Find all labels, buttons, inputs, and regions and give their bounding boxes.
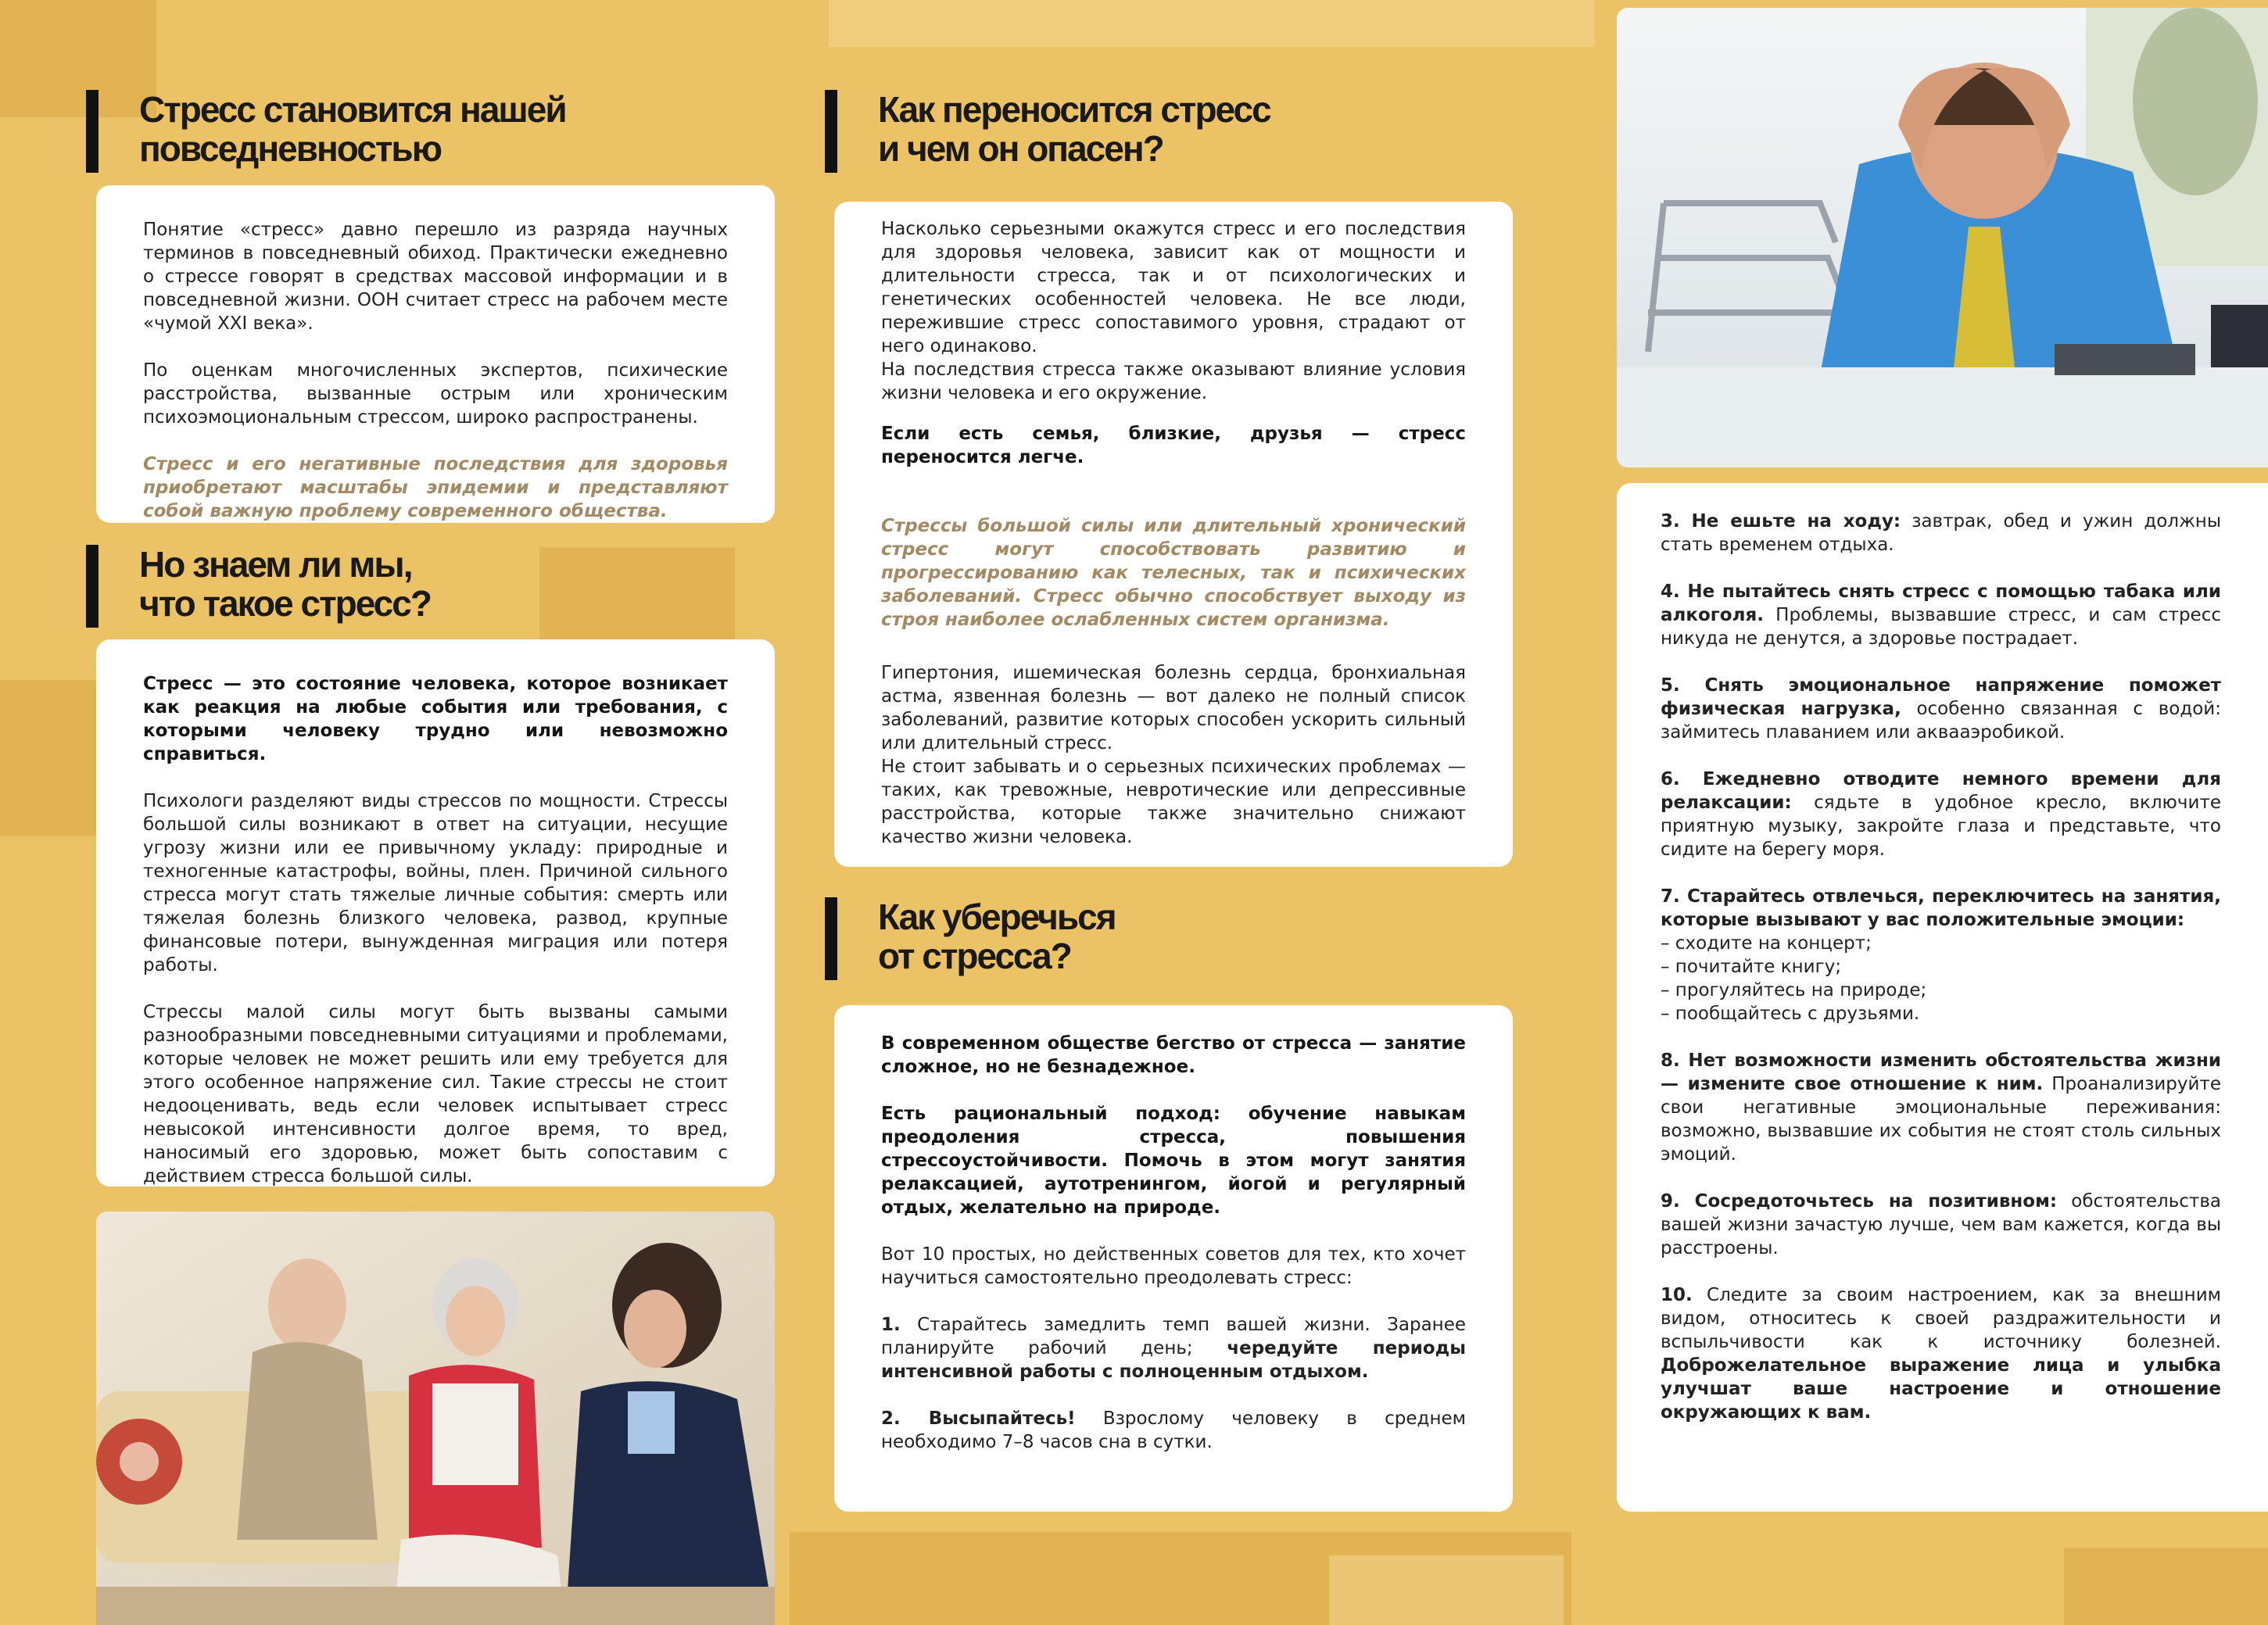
tip-1 xyxy=(881,1313,1466,1383)
definition-text: Стресс — это состояние человека, которое возникает как реакция на любые события или требования, с которыми человеку трудно или невозможно справиться. xyxy=(143,674,728,764)
tip-heading: 4. Не пытайтесь снять стресс с помощью табака или алкоголя. xyxy=(1661,582,2221,625)
tip-heading: 3. Не ешьте на ходу: xyxy=(1661,511,1901,532)
heading-title xyxy=(139,90,566,168)
quote-text: Стресс и его негативные последствия для здоровья приобретают масштабы эпидемии и представляют собой важную проблему современного общества. xyxy=(143,454,728,521)
tip-bold-text: Доброжелательное выражение лица и улыбка улучшат ваше настроение и отношение окружающих к вам. xyxy=(1661,1355,2221,1423)
tip-heading: 5. Снять эмоциональное напряжение поможет физическая нагрузка, xyxy=(1661,675,2221,719)
tip-bold-text: чередуйте периоды интенсивной работы с полноценным отдыхом. xyxy=(881,1338,1466,1382)
tip-text: завтрак, обед и ужин должны стать временем отдыха. xyxy=(1661,511,2221,555)
tip-text: Взрослому человеку в среднем необходимо 7–8 часов сна в сутки. xyxy=(881,1408,1466,1452)
paragraph: Не стоит забывать и о серьезных психических проблемах — таких, как тревожные, невротические или депрессивные расстройства, которые также значительно снижают качество жизни человека. xyxy=(881,757,1466,847)
heading-line: от стресса? xyxy=(878,936,1071,976)
photo-consultation xyxy=(96,1212,775,1625)
heading-line: Но знаем ли мы, xyxy=(139,544,412,585)
list-item: – прогуляйтесь на природе; xyxy=(1661,980,1927,1000)
tip-text: Старайтесь замедлить темп вашей жизни. Заранее планируйте рабочий день; xyxy=(881,1315,1466,1358)
tip-2 xyxy=(881,1407,1466,1454)
tip-5 xyxy=(1661,674,2221,744)
list-item: – почитайте книгу; xyxy=(1661,957,1842,977)
tip-7-list xyxy=(1661,932,2221,1025)
heading-title xyxy=(878,897,1116,975)
card-stress-everyday xyxy=(96,185,775,523)
list-item: – сходите на концерт; xyxy=(1661,933,1872,954)
paragraph: Стрессы малой силы могут быть вызваны самыми разнообразными повседневными ситуациями и проблемами, которые человек не может решить или ему требуется для этого особенное напряжение сил. Такие стрессы не стоит недооценивать, ведь если человек испытывает стресс невысокой интенсивности долгое время, то вред, наносимый его здоровью, может быть сопоставим с действием стресса большой силы. xyxy=(143,1002,728,1187)
tip-4 xyxy=(1661,580,2221,650)
card-what-is-stress xyxy=(96,639,775,1187)
paragraph: На последствия стресса также оказывают влияние условия жизни человека и его окружение. xyxy=(881,360,1466,403)
tip-text: Проблемы, вызвавшие стресс, и сам стресс никуда не денутся, а здоровье пострадает. xyxy=(1661,605,2221,649)
paragraph: По оценкам многочисленных экспертов, психические расстройства, вызванные острым или хроническим психоэмоциональным стрессом, широко распространены. xyxy=(143,360,728,428)
tip-text: сядьте в удобное кресло, включите приятную музыку, закройте глаза и представьте, что сидите на берегу моря. xyxy=(1661,793,2221,860)
tip-number: 1. xyxy=(881,1315,901,1335)
heading-title xyxy=(139,545,431,623)
heading-line: Как переносится стресс xyxy=(878,89,1270,130)
heading-line: Стресс становится нашей xyxy=(139,89,566,130)
heading-how-stress-carried xyxy=(825,90,1270,173)
tip-heading: 8. Нет возможности изменить обстоятельства жизни — измените свое отношение к ним. xyxy=(1661,1051,2221,1094)
card-tips-3-10 xyxy=(1617,483,2268,1512)
heading-what-is-stress xyxy=(86,545,431,628)
tip-3 xyxy=(1661,510,2221,557)
card-how-stress-carried xyxy=(834,202,1513,867)
heading-line: и чем он опасен? xyxy=(878,128,1163,169)
emphasis-text: Если есть семья, близкие, друзья — стресс переносится легче. xyxy=(881,424,1466,467)
tip-8 xyxy=(1661,1049,2221,1166)
card-how-to-protect xyxy=(834,1005,1513,1512)
tip-text: обстоятельства вашей жизни зачастую лучше, чем вам кажется, когда вы расстроены. xyxy=(1661,1191,2221,1258)
heading-line: Как уберечься xyxy=(878,897,1116,937)
emphasis-text: В современном обществе бегство от стресса — занятие сложное, но не безнадежное. xyxy=(881,1033,1466,1077)
photo-stressed-worker xyxy=(1617,8,2268,467)
tip-9 xyxy=(1661,1190,2221,1260)
bg-shape xyxy=(829,0,1595,47)
bg-shape xyxy=(2064,1548,2268,1625)
tip-heading: 7. Старайтесь отвлечься, переключитесь на занятия, которые вызывают у вас положительные эмоции: xyxy=(1661,886,2221,930)
photo-stressed-worker-image xyxy=(1617,8,2268,467)
paragraph: Понятие «стресс» давно перешло из разряда научных терминов в повседневный обиход. Практически ежедневно о стрессе говорят в средствах массовой информации и в повседневной жизни. ООН считает стресс на рабочем месте «чумой XXI века». xyxy=(143,220,728,334)
paragraph: Вот 10 простых, но действенных советов для тех, кто хочет научиться самостоятельно преодолевать стресс: xyxy=(881,1244,1466,1288)
heading-line: что такое стресс? xyxy=(139,583,431,624)
tip-10 xyxy=(1661,1283,2221,1424)
heading-how-to-protect xyxy=(825,897,1116,980)
heading-stress-everyday xyxy=(86,90,566,173)
tip-heading: 2. Высыпайтесь! xyxy=(881,1408,1076,1429)
tip-number: 10. xyxy=(1661,1285,1693,1305)
heading-bar xyxy=(86,545,99,628)
heading-line: повседневностью xyxy=(139,128,441,169)
photo-consultation-image xyxy=(96,1212,775,1625)
paragraph: Психологи разделяют виды стрессов по мощности. Стрессы большой силы возникают в ответ на ситуации, несущие угрозу жизни или ее привычному укладу: природные и техногенные катастрофы, войны, плен. Причиной сильного стресса могут стать тяжелые личные события: смерть или тяжелая болезнь близкого человека, развод, крупные финансовые потери, вынужденная миграция или потеря работы. xyxy=(143,791,728,975)
heading-title xyxy=(878,90,1270,168)
bg-shape xyxy=(0,680,102,836)
list-item: – пообщайтесь с друзьями. xyxy=(1661,1004,1920,1024)
paragraph: Насколько серьезными окажутся стресс и его последствия для здоровья человека, зависит как от мощности и длительности стресса, так и от психологических и генетических особенностей человека. Не все люди, пережившие стресс сопоставимого уровня, страдают от него одинаково. xyxy=(881,219,1466,356)
tip-7 xyxy=(1661,885,2221,932)
tip-text: Следите за своим настроением, как за внешним видом, относитесь к своей раздражительности и вспыльчивости как к источнику болезней. xyxy=(1661,1285,2221,1352)
tip-heading: 9. Сосредоточьтесь на позитивном: xyxy=(1661,1191,2058,1212)
heading-bar xyxy=(825,897,837,980)
heading-bar xyxy=(825,90,837,173)
quote-text: Стрессы большой силы или длительный хронический стресс могут способствовать развитию и прогрессированию как телесных, так и психических заболеваний. Стресс обычно способствует выходу из строя наиболее ослабленных систем организма. xyxy=(881,516,1466,630)
tip-text: Проанализируйте свои негативные эмоциональные переживания: возможно, вызвавшие их события не стоят столь сильных эмоций. xyxy=(1661,1074,2221,1165)
emphasis-text: Есть рациональный подход: обучение навыкам преодоления стресса, повышения стрессоустойчивости. Помочь в этом могут занятия релаксацией, аутотренингом, йогой и регулярный отдых, желательно на природе. xyxy=(881,1104,1466,1218)
tip-heading: 6. Ежедневно отводите немного времени для релаксации: xyxy=(1661,769,2221,813)
heading-bar xyxy=(86,90,99,173)
bg-shape xyxy=(1329,1555,1564,1625)
paragraph: Гипертония, ишемическая болезнь сердца, бронхиальная астма, язвенная болезнь — вот далеко не полный список заболеваний, развитие которых способен ускорить сильный или длительный стресс. xyxy=(881,663,1466,753)
tip-6 xyxy=(1661,768,2221,861)
tip-text: особенно связанная с водой: займитесь плаванием или аквааэробикой. xyxy=(1661,699,2221,743)
